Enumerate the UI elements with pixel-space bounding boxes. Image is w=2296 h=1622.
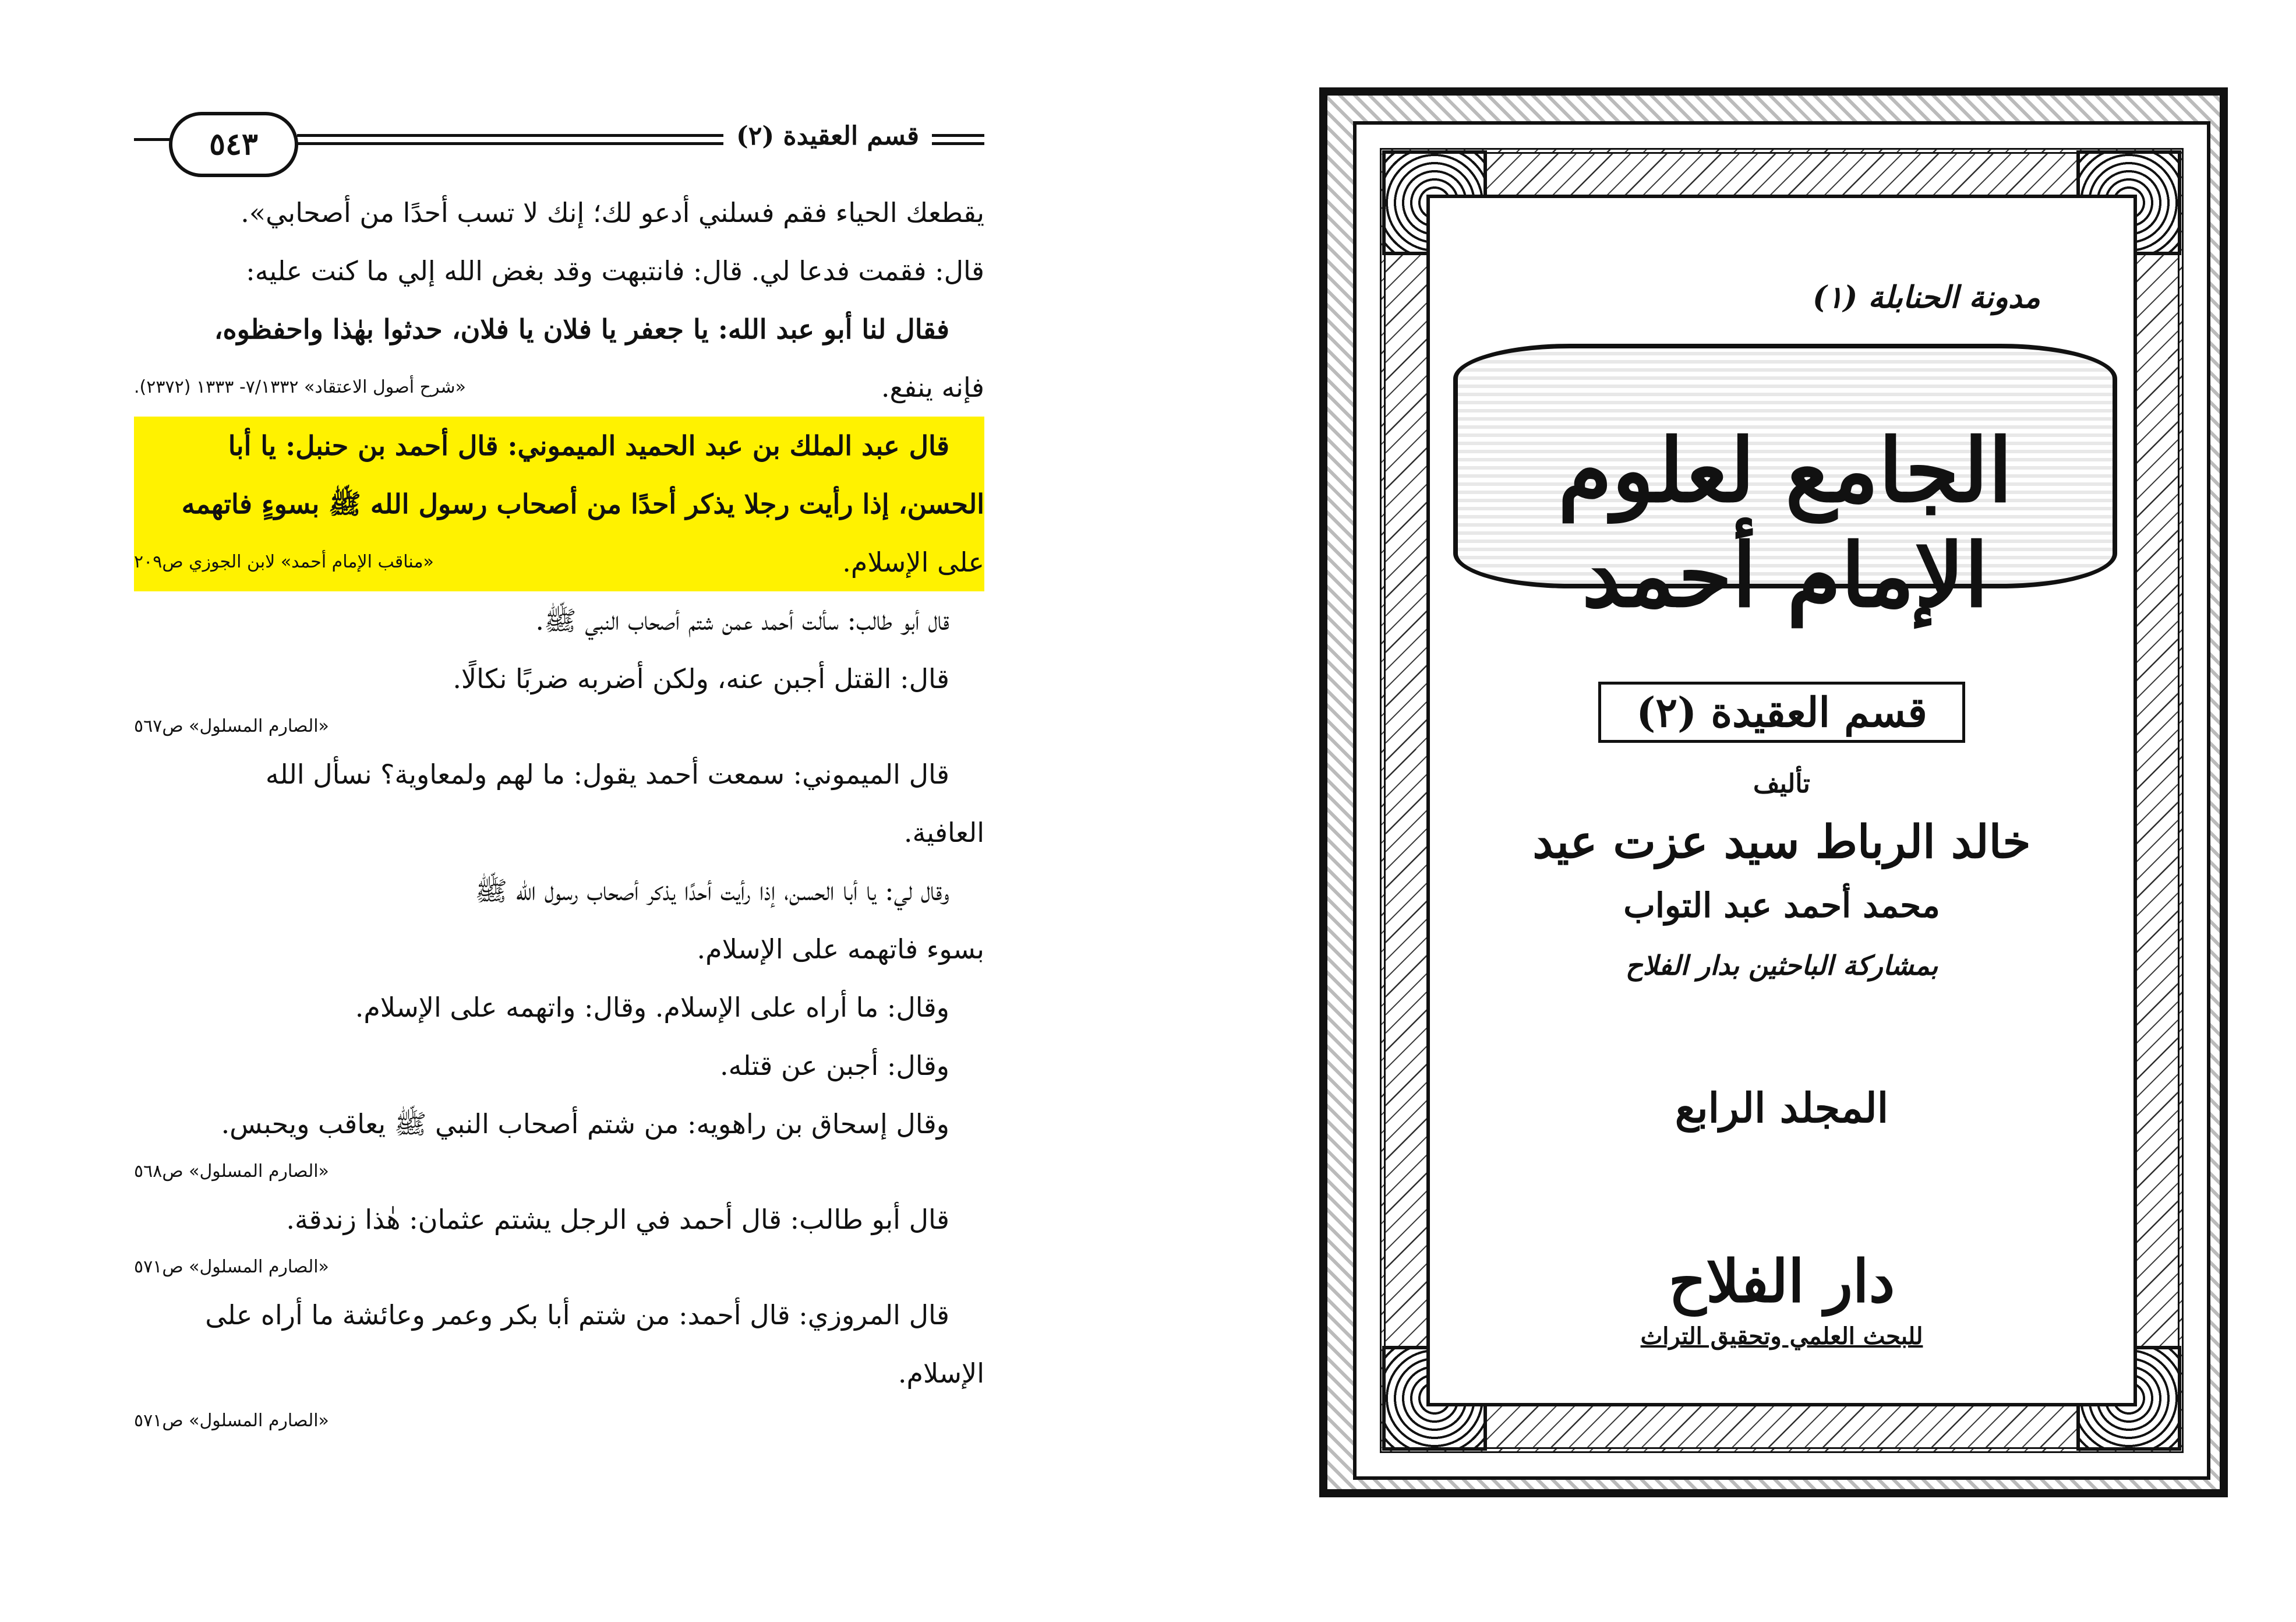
publisher-tagline: للبحث العلمي وتحقيق التراث xyxy=(1640,1323,1923,1350)
text-line: الإسلام. xyxy=(898,1357,984,1389)
text-line: قال أبو طالب: سألت أحمد عمن شتم أصحاب النبي ﷺ. xyxy=(535,605,949,636)
cover-content xyxy=(1426,195,2137,1406)
text-line: قال الميموني: سمعت أحمد يقول: ما لهم ولمعاوية؟ نسأل الله xyxy=(265,759,949,790)
text-line: العافية. xyxy=(903,817,984,848)
third-author: محمد أحمد عبد التواب xyxy=(1623,886,1940,925)
section-label xyxy=(1430,682,2133,743)
text-line: الحسن، إذا رأيت رجلا يذكر أحدًا من أصحاب رسول الله ﷺ بسوءٍ فاتهمه xyxy=(181,488,984,520)
authors: خالد الرباط سيد عزت عيد xyxy=(1532,816,2031,869)
cover-outer-border xyxy=(1319,87,2228,1497)
text-line: قال المروزي: قال أحمد: من شتم أبا بكر وعمر وعائشة ما أراه على xyxy=(205,1299,949,1331)
authorship-label: تأليف xyxy=(1753,769,1810,799)
participation-note: بمشاركة الباحثين بدار الفلاح xyxy=(1625,950,1938,981)
text-line: قال: القتل أجبن عنه، ولكن أضربه ضربًا نكالًا. xyxy=(453,663,949,694)
running-header-title: قسم العقيدة (٢) xyxy=(723,121,932,151)
text-line: قال: فقمت فدعا لي. قال: فانتبهت وقد بغض الله إلي ما كنت عليه: xyxy=(246,255,984,287)
page-body-text xyxy=(134,184,984,1440)
text-line xyxy=(134,533,984,591)
left-page xyxy=(116,87,1002,1509)
text-line: وقال: أجبن عن قتله. xyxy=(720,1050,949,1081)
text-line: بسوء فاتهمه على الإسلام. xyxy=(697,933,984,965)
text-fragment: فإنه ينفع. xyxy=(881,372,984,403)
highlighted-passage xyxy=(134,417,984,591)
book-title: الجامع لعلوم الإمام أحمد xyxy=(1557,419,2013,627)
title-cartouche xyxy=(1453,344,2117,627)
citation: «الصارم المسلول» ص٥٦٧ xyxy=(134,716,329,736)
text-line: فقال لنا أبو عبد الله: يا جعفر يا فلان يا فلان، حدثوا بهٰذا واحفظوه، xyxy=(214,313,949,345)
text-line: وقال لي: يا أبا الحسن، إذا رأيت أحدًا يذكر أصحاب رسول الله ﷺ xyxy=(475,875,949,907)
cover-inner-panel xyxy=(1353,121,2210,1480)
text-line: وقال إسحاق بن راهويه: من شتم أصحاب النبي ﷺ يعاقب ويحبس. xyxy=(221,1108,949,1140)
text-line: قال عبد الملك بن عبد الحميد الميموني: قال أحمد بن حنبل: يا أبا xyxy=(228,430,949,461)
series-label: مدونة الحنابلة (١) xyxy=(1813,280,2040,315)
citation: «الصارم المسلول» ص٥٦٨ xyxy=(134,1161,329,1182)
publisher-logo: دار الفلاح xyxy=(1668,1247,1895,1316)
text-line: يقطعك الحياء فقم فسلني أدعو لك؛ إنك لا تسب أحدًا من أصحابي». xyxy=(241,197,984,228)
page-number: ٥٤٣ xyxy=(169,112,298,177)
cover-ornamental-band xyxy=(1380,148,2184,1453)
page-header xyxy=(134,111,984,175)
citation: «مناقب الإمام أحمد» لابن الجوزي ص٢٠٩ xyxy=(134,552,434,572)
text-line xyxy=(134,358,984,417)
citation: «الصارم المسلول» ص٥٧١ xyxy=(134,1257,329,1277)
right-page-cover xyxy=(1319,87,2240,1509)
text-line: وقال: ما أراه على الإسلام. وقال: واتهمه على الإسلام. xyxy=(355,992,949,1023)
text-line: قال أبو طالب: قال أحمد في الرجل يشتم عثمان: هٰذا زندقة. xyxy=(286,1204,949,1235)
citation: «الصارم المسلول» ص٥٧١ xyxy=(134,1411,329,1431)
volume-label: المجلد الرابع xyxy=(1675,1084,1889,1132)
citation: «شرح أصول الاعتقاد» ٧/١٣٣٢- ١٣٣٣ (٢٣٧٢). xyxy=(134,377,467,397)
text-fragment: على الإسلام. xyxy=(842,546,984,578)
section-box: قسم العقيدة (٢) xyxy=(1598,682,1965,743)
